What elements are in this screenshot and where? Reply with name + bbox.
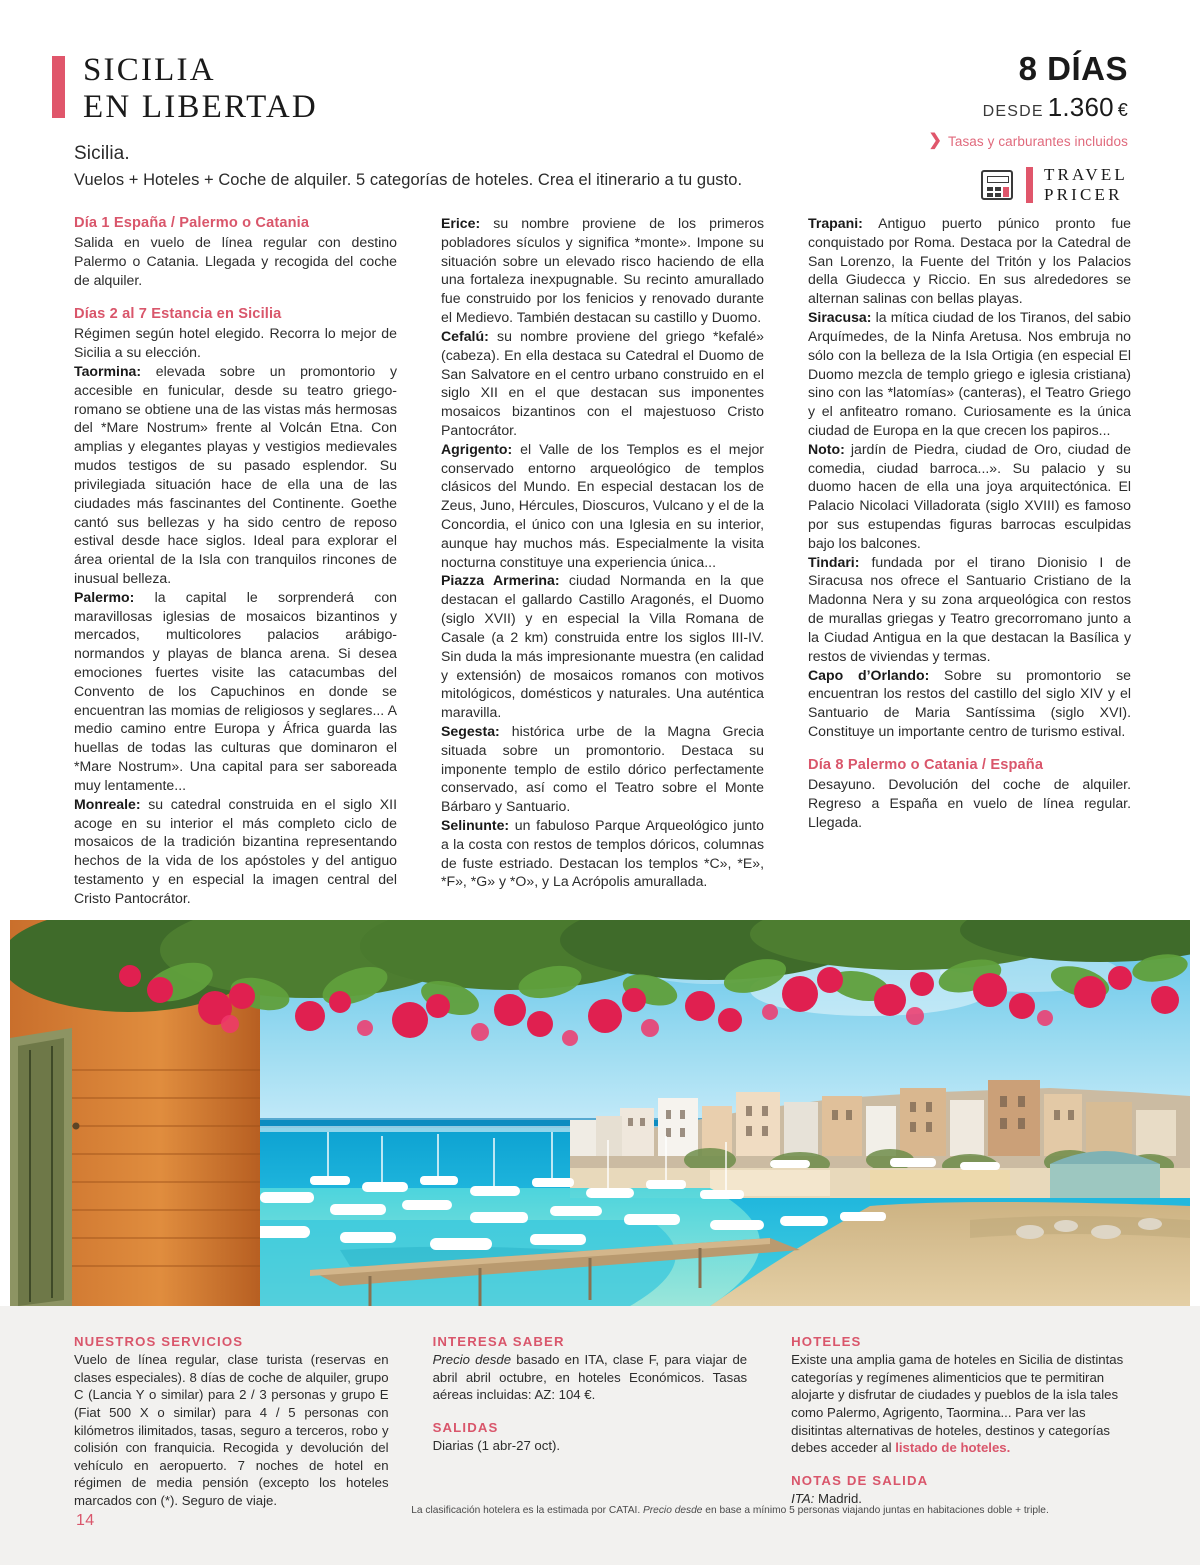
itinerary-columns bbox=[74, 214, 1132, 908]
calculator-key bbox=[987, 193, 993, 197]
place-entry-capo-dorlando bbox=[808, 666, 1131, 741]
place-entry-cefalu bbox=[441, 327, 764, 440]
day8-text: Desayuno. Devolución del coche de alquiler. Regreso a España en vuelo de línea regular. Llegada. bbox=[808, 776, 1131, 830]
brand-accent-bar bbox=[1026, 167, 1033, 203]
footer-columns bbox=[74, 1334, 1132, 1510]
place-name: Taormina: bbox=[74, 363, 142, 379]
spacer bbox=[74, 290, 397, 305]
place-text: Sobre su promontorio se encuentran los restos del castillo del siglo XIV y el Santuario de Maria Santíssima (siglo XVI). Constituye un importante centro de turismo estival. bbox=[808, 666, 1131, 739]
services-heading: NUESTROS SERVICIOS bbox=[74, 1334, 244, 1349]
place-name: Segesta: bbox=[441, 722, 500, 739]
hotels-list-link[interactable]: listado de hoteles. bbox=[895, 1440, 1011, 1456]
place-entry-piazza-armerina bbox=[441, 571, 764, 722]
page-header bbox=[0, 0, 1200, 205]
place-name: Capo d’Orlando: bbox=[808, 666, 930, 683]
destination-label: Sicilia. bbox=[74, 143, 130, 164]
place-text: elevada sobre un promontorio y accesible en funicular, desde su teatro griego-romano se obtiene una de las vistas más hermosas del *Mare Nostrum» frente al Volcán Etna. Con amplias y elegantes playas y vestigios medievales mudos testigos de su pasado esplendor. Su privilegiada situación hace de ella una de las ciudades más fascinantes del Continente. Goethe cantó sus bellezas y ha sido centro de reposo estival desde hace siglos. Ideal para explorar el área oriental de la Isla con tranquilos rincones de inusual belleza. bbox=[74, 363, 397, 586]
place-name: Trapani: bbox=[808, 215, 863, 231]
notes-italic: ITA: bbox=[791, 1490, 815, 1506]
place-entry-segesta bbox=[441, 722, 764, 816]
hotels-paragraph: Existe una amplia gama de hoteles en Sicilia de distintas categorías y regímenes alimenticios que te permitiran alojarte y disfrutar de ciudades y pueblos de la isla tales como Palermo, Agrigento, Taormina... Para ver las disitintas alternativas de hoteles, destinos y categorías debes acceder al bbox=[791, 1352, 1124, 1456]
place-name: Monreale: bbox=[74, 795, 141, 812]
place-entry-tindari bbox=[808, 553, 1131, 666]
place-text: fundada por el tirano Dionisio I de Siracusa nos ofrece el Santuario Cristiano de la Madonna Nera y su zona arqueológica con restos de murallas griegas y Teatro grecorromano junto a la Ciudad Antigua en la que destacan la Basílica y restos de viviendas y termas. bbox=[808, 553, 1131, 664]
place-entry-trapani bbox=[808, 214, 1131, 308]
notes-rest: Madrid. bbox=[814, 1490, 862, 1506]
day8-heading: Día 8 Palermo o Catania / España bbox=[808, 756, 1044, 773]
interest-italic: Precio desde bbox=[432, 1352, 512, 1367]
subtitle-block bbox=[74, 143, 742, 190]
place-name: Agrigento: bbox=[441, 440, 513, 457]
calculator-keys bbox=[987, 187, 1009, 197]
place-name: Palermo: bbox=[74, 588, 135, 605]
duration-label: 8 DÍAS bbox=[1018, 50, 1128, 87]
place-entry-erice bbox=[441, 214, 764, 327]
day1-text: Salida en vuelo de línea regular con destino Palermo o Catania. Llegada y recogida del coche de alquiler. bbox=[74, 234, 397, 289]
place-entry-noto bbox=[808, 440, 1131, 553]
harbour-illustration bbox=[10, 920, 1190, 1306]
calculator-key bbox=[995, 187, 1001, 191]
footer-interest-column bbox=[433, 1334, 748, 1510]
price-row bbox=[928, 94, 1128, 120]
title-accent-bar bbox=[52, 56, 65, 118]
chevron-right-icon: ❯ bbox=[928, 132, 942, 149]
services-text: Vuelo de línea regular, clase turista (reservas en clases especiales). 8 días de coche de alquiler, grupo C (Lancia Y o similar) para 2 / 3 personas y grupo E (Fiat 500 X o similar) para 4 / 5 personas con kilómetros ilimitados, tasas, seguro a terceros, robo y colisión con franquicia. Recogida y devolución del vehículo en aeropuerto. 7 noches de hotel en régimen de media pensión (excepto los hoteles marcados con (*). Seguro de viaje. bbox=[74, 1352, 389, 1508]
place-entry-selinunte bbox=[441, 816, 764, 891]
currency-symbol: € bbox=[1117, 100, 1128, 120]
spacer bbox=[808, 741, 1131, 756]
place-text: Antiguo puerto púnico pronto fue conquistado por Roma. Destaca por la Catedral de San Lorenzo, la Fuente del Tritón y los Palacios della Giudecca y Riccio. En sus alrededores se alternan salinas con bellas playas. bbox=[808, 215, 1131, 307]
place-entry-taormina bbox=[74, 362, 397, 588]
page-title bbox=[83, 52, 318, 126]
day2-heading: Días 2 al 7 Estancia en Sicilia bbox=[74, 305, 282, 322]
itinerary-column-2 bbox=[441, 214, 764, 908]
spacer bbox=[433, 1404, 748, 1420]
departure-notes-heading: NOTAS DE SALIDA bbox=[791, 1472, 929, 1488]
departures-heading: SALIDAS bbox=[432, 1419, 499, 1435]
interest-heading: INTERESA SABER bbox=[432, 1334, 565, 1349]
interest-text bbox=[433, 1351, 748, 1404]
product-description: Vuelos + Hoteles + Coche de alquiler. 5 categorías de hoteles. Crea el itinerario a tu gusto. bbox=[74, 171, 743, 189]
place-name: Erice: bbox=[441, 215, 481, 231]
calculator-key bbox=[987, 187, 993, 191]
place-text: su nombre proviene del griego *kefalé» (cabeza). En ella destaca su Catedral el Duomo de San Salvatore en el centro urbano construido en el siglo XII en el que destacan sus imponentes mosaicos bizantinos con el majestuoso Cristo Pantocrátor. bbox=[441, 327, 764, 438]
place-entry-agrigento bbox=[441, 440, 764, 572]
brand-name-line-1: TRAVEL bbox=[1043, 165, 1128, 184]
hotels-heading: HOTELES bbox=[791, 1334, 862, 1349]
day2-intro: Régimen según hotel elegido. Recorra lo mejor de Sicilia a su elección. bbox=[74, 325, 397, 361]
place-entry-palermo bbox=[74, 588, 397, 795]
place-text: ciudad Normanda en la que destacan el gallardo Castillo Aragonés, el Duomo (siglo XVII) y en especial la Villa Romana de Casale (a 2 km) construida entre los siglos III-IV. Sin duda la más impresionante muestra (en calidad y extensión) de mosaicos romanos con motivos mitológicos, domésticos y naturales. Una auténtica maravilla. bbox=[441, 572, 764, 721]
itinerary-column-3 bbox=[808, 214, 1131, 908]
legal-italic: Precio desde bbox=[642, 1505, 703, 1516]
brand-name-line-2: PRICER bbox=[1043, 185, 1123, 205]
place-text: la capital le sorprenderá con maravillosas iglesias de mosaicos bizantinos y mercados, multicolores palacios arábigo-normandos y playas de blanca arena. Si desea emociones fuertes visite las catacumbas del Convento de los Capuchinos en donde se encuentran las momias de religiosos y seglares... A medio camino entre Europa y África guarda las huellas de todas las culturas que dominaron el *Mare Nostrum». Una capital para ser saboreada muy lentamente... bbox=[74, 588, 397, 793]
place-name: Siracusa: bbox=[808, 309, 872, 326]
legal-part-1: La clasificación hotelera es la estimada por CATAI. bbox=[411, 1505, 643, 1516]
place-text: histórica urbe de la Magna Grecia situada sobre un promontorio. Destaca su imponente templo de estilo dórico perfectamente conservado, así como el Teatro sobre el Monte Bárbaro y Santuario. bbox=[441, 722, 764, 815]
place-entry-monreale bbox=[74, 795, 397, 908]
hotels-text bbox=[791, 1351, 1132, 1457]
place-name: Noto: bbox=[808, 440, 845, 457]
title-block bbox=[52, 52, 318, 126]
departures-text: Diarias (1 abr-27 oct). bbox=[432, 1437, 561, 1453]
footer-info-panel bbox=[0, 1306, 1200, 1565]
place-text: jardín de Piedra, ciudad de Oro, ciudad de comedia, ciudad barroca...». Su palacio y su duomo hacen de ella una joya arquitectónica. El Palacio Nicolaci Villadorata (siglo XVIII) es famoso por sus estupendas figuras barrocas esculpidas bajo los balcones. bbox=[808, 440, 1131, 551]
itinerary-column-1 bbox=[74, 214, 397, 908]
taxes-included-label: Tasas y carburantes incluidos bbox=[948, 133, 1128, 149]
travel-pricer-logo bbox=[928, 165, 1128, 205]
calculator-key-accent bbox=[1003, 187, 1009, 197]
spacer bbox=[791, 1457, 1132, 1473]
sicily-harbour-photo bbox=[10, 920, 1190, 1306]
place-text: un fabuloso Parque Arqueológico junto a la costa con restos de templos dóricos, columnas de fuste estriado. Destacan los templos *C», *E», *F», *G» y *O», y La Acrópolis amurallada. bbox=[441, 817, 764, 890]
place-entry-siracusa bbox=[808, 308, 1131, 440]
place-text: la mítica ciudad de los Tiranos, del sabio Arquímedes, de la Ninfa Aretusa. Nos embruja no sólo con la belleza de la Isla Ortigia (en especial El Duomo mezcla de templo griego e iglesia cristiana) sino con las *latomías» (canteras), el Teatro Griego y el anfiteatro romano. Curiosamente es la única ciudad de Europa en la que crecen los papiros... bbox=[808, 309, 1131, 438]
legal-disclaimer bbox=[330, 1504, 1130, 1517]
interest-rest: basado en ITA, clase F, para viajar de abril abril octubre, en hoteles Económicos. Tasas aéreas incluidas: AZ: 104 €. bbox=[432, 1352, 748, 1403]
day1-heading: Día 1 España / Palermo o Catania bbox=[74, 215, 310, 231]
brand-name bbox=[1044, 165, 1128, 205]
place-text: su catedral construida en el siglo XII acoge en su interior el más completo ciclo de mosaicos de la tradición bizantina representando hechos de la vida de los apóstoles y del antiguo testamento y en especial la imagen central del Cristo Pantocrátor. bbox=[74, 795, 397, 906]
place-name: Selinunte: bbox=[441, 817, 510, 833]
price-block bbox=[928, 52, 1128, 205]
page-number: 14 bbox=[76, 1512, 95, 1529]
title-line-2: EN LIBERTAD bbox=[83, 88, 318, 125]
place-text: su nombre proviene de los primeros pobladores sículos y significa *monte». Impone su situación sobre un elevado risco haciendo de ella una fortaleza inexpugnable. Su recinto amurallado fue construido por los fenicios y renovado durante el Medievo. También destacan su castillo y Duomo. bbox=[441, 215, 764, 326]
taxes-included-note bbox=[928, 133, 1128, 149]
calculator-screen bbox=[987, 176, 1009, 183]
place-name: Piazza Armerina: bbox=[441, 572, 560, 589]
place-name: Cefalú: bbox=[441, 327, 489, 344]
footer-services-column bbox=[74, 1334, 389, 1510]
calculator-icon bbox=[981, 170, 1013, 200]
place-text: el Valle de los Templos es el mejor conservado entorno arqueológico de templos clásicos del Mundo. En especial destacan los de Zeus, Juno, Hércules, Dioscuros, Vulcano y el de la Concordia, el único con una Iglesia en su interior, aunque hay muchos más. Especialmente la visita nocturna constituye una experiencia única... bbox=[441, 440, 764, 570]
title-line-1: SICILIA bbox=[83, 52, 216, 88]
place-name: Tindari: bbox=[808, 553, 860, 570]
calculator-key bbox=[995, 193, 1001, 197]
price-value: 1.360 bbox=[1047, 92, 1114, 122]
legal-part-2: en base a mínimo 5 personas viajando juntas en habitaciones doble + triple. bbox=[702, 1505, 1049, 1516]
footer-hotels-column bbox=[791, 1334, 1132, 1510]
from-label: DESDE bbox=[982, 103, 1044, 120]
